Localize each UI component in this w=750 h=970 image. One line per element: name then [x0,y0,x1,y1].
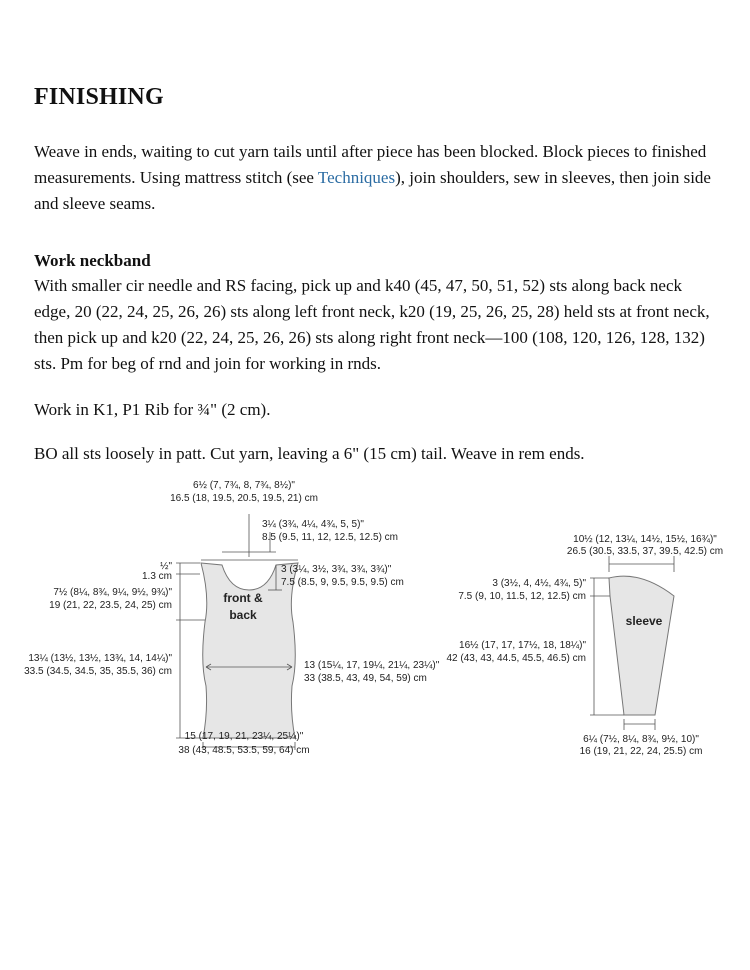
armhole-depth-cm: 19 (21, 22, 23.5, 24, 25) cm [49,600,172,611]
sleeve-label: sleeve [625,614,663,628]
techniques-link[interactable]: Techniques [317,168,396,187]
neck-depth-in: 3 (3¼, 3½, 3¾, 3¾, 3¾)" [281,564,392,575]
neck-width-cm: 8.5 (9.5, 11, 12, 12.5, 12.5) cm [262,532,399,543]
cap-height-in: 3 (3½, 4, 4½, 4¾, 5)" [492,578,586,589]
side-length-in: 13¼ (13½, 13½, 13¾, 14, 14¼)" [28,653,172,664]
neckband-heading: Work neckband [34,251,151,270]
cap-height-cm: 7.5 (9, 10, 11.5, 12, 12.5) cm [458,591,586,602]
neckband-instructions: With smaller cir needle and RS facing, pick up and k40 (45, 47, 50, 51, 52) sts along back neck edge, 20 (22, 24, 25, 26, 26) sts along left front neck, k20 (19, 25, 26, 25, 28) held sts at front neck, then pick up and k20 (22, 24, 25, 26, 26) sts along right front neck—100 (108, 120, 126, 128, 132) sts. Pm for beg of rnd and join for working in rnds. [34,276,710,373]
neck-depth-cm: 7.5 (8.5, 9, 9.5, 9.5, 9.5) cm [281,577,404,588]
hem-width-cm: 38 (43, 48.5, 53.5, 59, 64) cm [178,745,310,756]
shoulder-width-in: 6½ (7, 7¾, 8, 7¾, 8½)" [193,480,295,491]
sleeve-length-cm: 42 (43, 43, 44.5, 45.5, 46.5) cm [446,653,586,664]
finishing-text-start: Weave in ends, waiting to cut yarn tails until after piece has been blocked. Block pieces to finished measurements. Using mattress stitch (see [34,142,707,187]
schematic-diagram [0,472,750,772]
cuff-width-in: 6¼ (7½, 8¼, 8¾, 9½, 10)" [583,734,699,745]
upper-arm-cm: 26.5 (30.5, 33.5, 37, 39.5, 42.5) cm [566,546,724,557]
bind-off-instruction: BO all sts loosely in patt. Cut yarn, leaving a 6" (15 cm) tail. Weave in rem ends. [34,444,585,463]
body-shape [201,563,298,738]
hem-width-in: 15 (17, 19, 21, 23¼, 25¼)" [184,731,304,742]
side-length-cm: 33.5 (34.5, 34.5, 35, 35.5, 36) cm [24,666,172,677]
sleeve-length-in: 16½ (17, 17, 17½, 18, 18¼)" [459,640,586,651]
armhole-depth-in: 7½ (8¼, 8¾, 9¼, 9½, 9¾)" [53,587,172,598]
neck-width-in: 3¼ (3¾, 4¼, 4¾, 5, 5)" [262,519,364,530]
body-schematic [24,480,440,756]
upper-arm-in: 10½ (12, 13¼, 14½, 15½, 16¾)" [573,534,717,545]
chest-width-cm: 33 (38.5, 43, 49, 54, 59) cm [304,673,427,684]
cuff-width-cm: 16 (19, 21, 22, 24, 25.5) cm [579,746,703,757]
finishing-text-end: ), join shoulders, sew in sleeves, then join side and sleeve seams. [34,168,711,213]
body-label-line1: front & [223,591,263,605]
sleeve-schematic [446,533,723,757]
shoulder-width-cm: 16.5 (18, 19.5, 20.5, 19.5, 21) cm [170,493,318,504]
shoulder-drop-in: ½" [160,561,172,572]
rib-instruction: Work in K1, P1 Rib for ¾" (2 cm). [34,400,271,419]
finishing-paragraph [34,139,714,217]
chest-width-in: 13 (15¼, 17, 19¼, 21¼, 23¼)" [304,660,440,671]
body-label-line2: back [229,608,257,622]
sleeve-shape [609,576,674,715]
page-title: FINISHING [34,84,164,110]
shoulder-drop-cm: 1.3 cm [141,571,172,582]
